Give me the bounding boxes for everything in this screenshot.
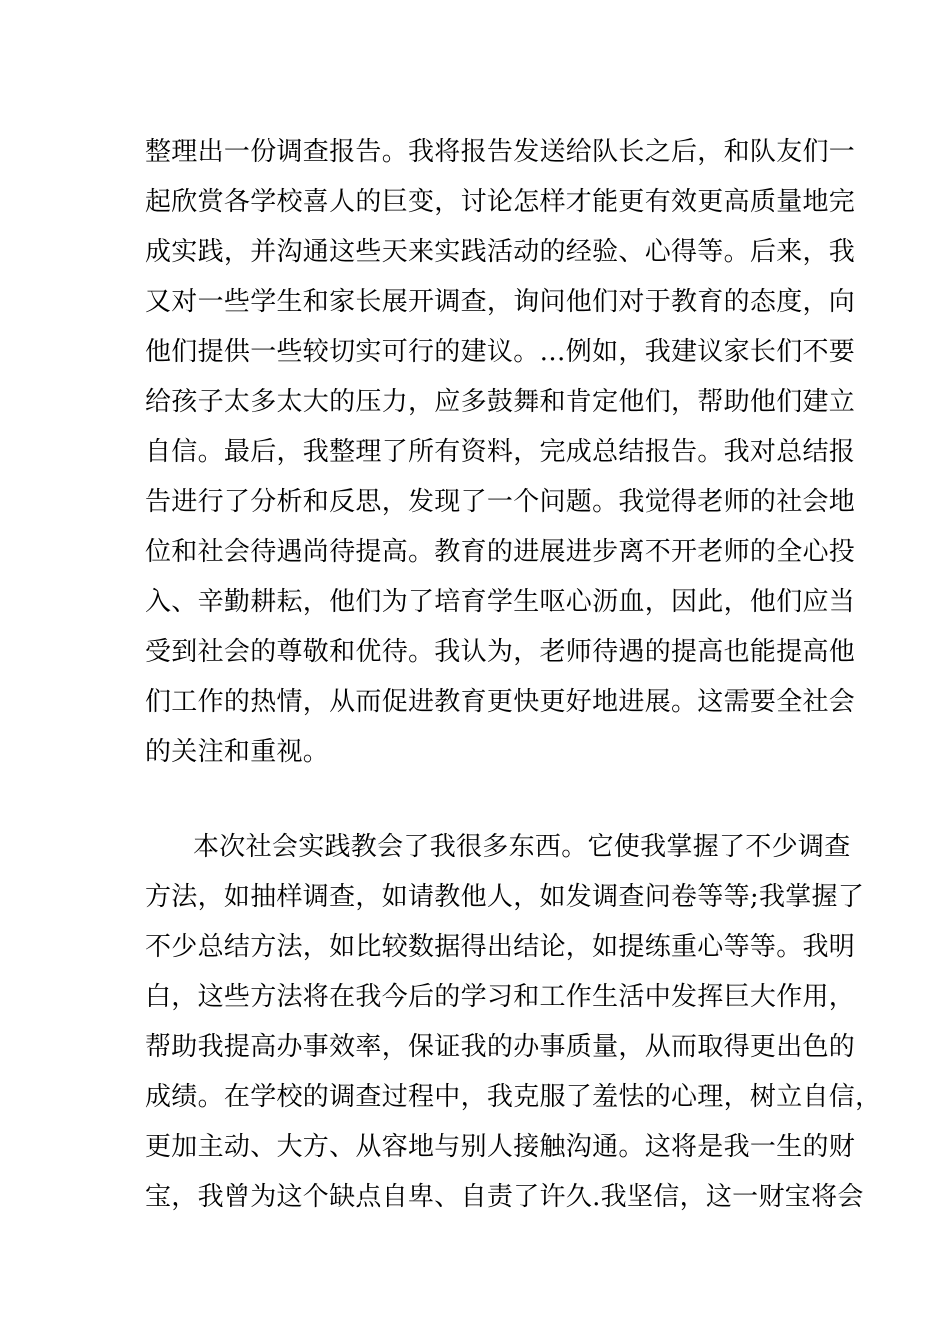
text-line: 入、辛勤耕耘，他们为了培育学生呕心沥血，因此，他们应当 xyxy=(145,587,856,617)
text-line: 宝，我曾为这个缺点自卑、自责了许久.我坚信，这一财宝将会 xyxy=(145,1182,864,1212)
text-line: 更加主动、大方、从容地与别人接触沟通。这将是我一生的财 xyxy=(145,1132,856,1162)
text-line: 自信。最后，我整理了所有资料，完成总结报告。我对总结报 xyxy=(145,437,856,467)
text-line: 帮助我提高办事效率，保证我的办事质量，从而取得更出色的 xyxy=(145,1032,856,1062)
text-line: 们工作的热情，从而促进教育更快更好地进展。这需要全社会 xyxy=(145,687,856,717)
text-line: 起欣赏各学校喜人的巨变，讨论怎样才能更有效更高质量地完 xyxy=(145,187,856,217)
text-line: 他们提供一些较切实可行的建议。…例如，我建议家长们不要 xyxy=(145,337,856,367)
text-line: 的关注和重视。 xyxy=(145,737,330,767)
text-line: 本次社会实践教会了我很多东西。它使我掌握了不少调查 xyxy=(193,832,851,862)
text-line: 整理出一份调查报告。我将报告发送给队长之后，和队友们一 xyxy=(145,137,856,167)
text-line: 成绩。在学校的调查过程中，我克服了羞怯的心理，树立自信， xyxy=(145,1082,882,1112)
paragraph-2 xyxy=(145,822,882,1222)
text-line: 成实践，并沟通这些天来实践活动的经验、心得等。后来，我 xyxy=(145,237,856,267)
text-line: 不少总结方法，如比较数据得出结论，如提练重心等等。我明 xyxy=(145,932,856,962)
text-line: 受到社会的尊敬和优待。我认为，老师待遇的提高也能提高他 xyxy=(145,637,856,667)
text-line: 给孩子太多太大的压力，应多鼓舞和肯定他们，帮助他们建立 xyxy=(145,387,856,417)
text-line: 告进行了分析和反思，发现了一个问题。我觉得老师的社会地 xyxy=(145,487,856,517)
text-line: 位和社会待遇尚待提高。教育的进展进步离不开老师的全心投 xyxy=(145,537,856,567)
text-line: 白，这些方法将在我今后的学习和工作生活中发挥巨大作用， xyxy=(145,982,856,1012)
text-line: 方法，如抽样调查，如请教他人，如发调查问卷等等;我掌握了 xyxy=(145,882,865,912)
text-line: 又对一些学生和家长展开调查，询问他们对于教育的态度，向 xyxy=(145,287,856,317)
paragraph-1 xyxy=(145,127,856,777)
